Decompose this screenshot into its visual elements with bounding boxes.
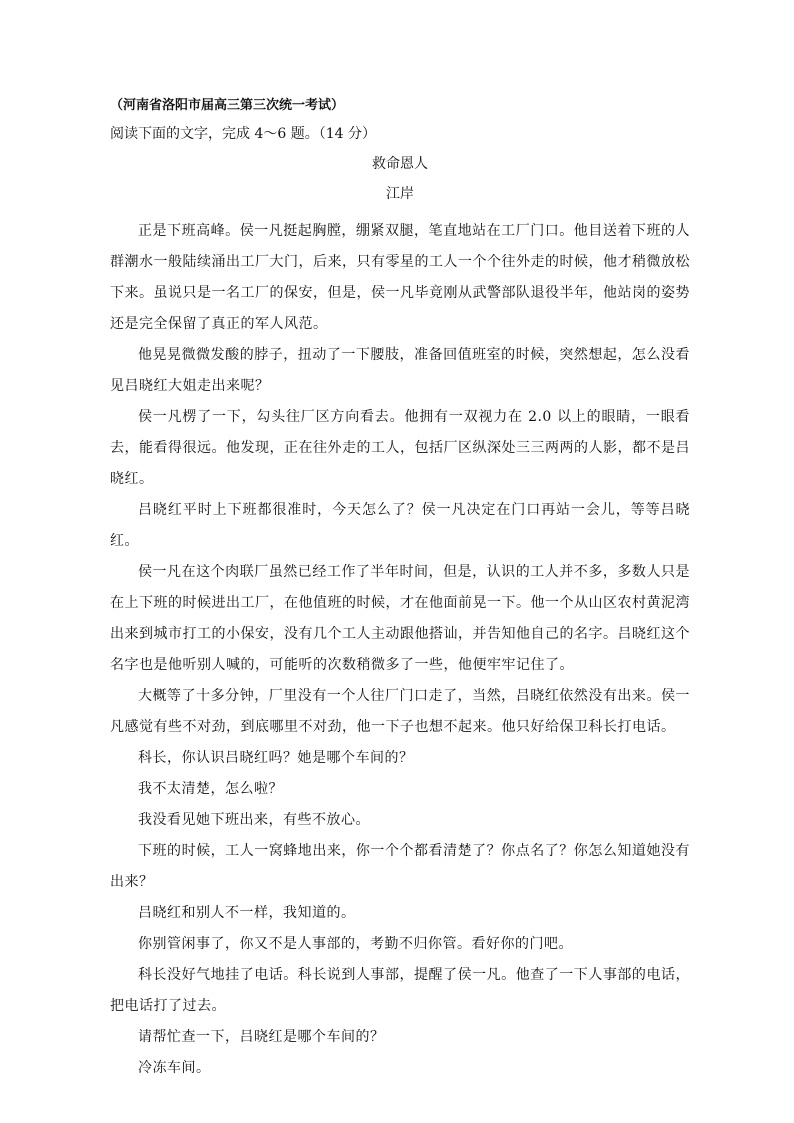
paragraph: 吕晓红和别人不一样，我知道的。 [138,905,356,921]
paragraph: 冷冻车间。 [138,1060,211,1076]
paragraph: 侯一凡楞了一下，勾头往厂区方向看去。他拥有一双视力在 2.0 以上的眼睛，一眼看去，能看得很远。他发现，正在往外走的工人，包括厂区纵深处三三两两的人影，都不是吕晓红。 [110,409,690,487]
paragraph: 他晃晃微微发酸的脖子，扭动了一下腰肢，准备回值班室的时候，突然想起，怎么没看见吕晓红大姐走出来呢？ [110,347,690,394]
document-page [110,96,690,1084]
exam-source-heading: （河南省洛阳市届高三第三次统一考试） [110,98,345,113]
paragraph: 侯一凡在这个肉联厂虽然已经工作了半年时间，但是，认识的工人并不多，多数人只是在上下班的时候进出工厂，在他值班的时候，才在他面前晃一下。他一个从山区农村黄泥湾出来到城市打工的小保安，没有几个工人主动跟他搭讪，并告知他自己的名字。吕晓红这个名字也是他听别人喊的，可能听的次数稍微多了一些，他便牢牢记住了。 [110,564,690,673]
paragraph: 请帮忙查一下，吕晓红是哪个车间的？ [138,1029,385,1045]
paragraph: 大概等了十多分钟，厂里没有一个人往厂门口走了，当然，吕晓红依然没有出来。侯一凡感觉有些不对劲，到底哪里不对劲，他一下子也想不起来。他只好给保卫科长打电话。 [110,688,690,735]
paragraph: 科长，你认识吕晓红吗？她是哪个车间的？ [138,750,414,766]
story-body [110,216,690,1084]
story-title: 救命恩人 [372,156,428,172]
paragraph: 我没看见她下班出来，有些不放心。 [138,812,370,828]
paragraph: 科长没好气地挂了电话。科长说到人事部，提醒了侯一凡。他查了一下人事部的电话，把电话打了过去。 [110,967,690,1014]
paragraph: 正是下班高峰。侯一凡挺起胸膛，绷紧双腿，笔直地站在工厂门口。他目送着下班的人群潮水一般陆续涌出工厂大门，后来，只有零星的工人一个个往外走的时候，他才稍微放松下来。虽说只是一名工厂的保安，但是，侯一凡毕竟刚从武警部队退役半年，他站岗的姿势还是完全保留了真正的军人风范。 [110,223,690,332]
paragraph: 你别管闲事了，你又不是人事部的，考勤不归你管。看好你的门吧。 [138,936,573,952]
paragraph: 吕晓红平时上下班都很准时，今天怎么了？侯一凡决定在门口再站一会儿，等等吕晓红。 [110,502,690,549]
story-author: 江岸 [386,186,414,202]
question-instruction: 阅读下面的文字，完成 4～6 题。（14 分） [110,126,376,142]
paragraph: 我不太清楚，怎么啦？ [138,781,283,797]
paragraph: 下班的时候，工人一窝蜂地出来，你一个个都看清楚了？你点名了？你怎么知道她没有出来？ [110,843,690,890]
